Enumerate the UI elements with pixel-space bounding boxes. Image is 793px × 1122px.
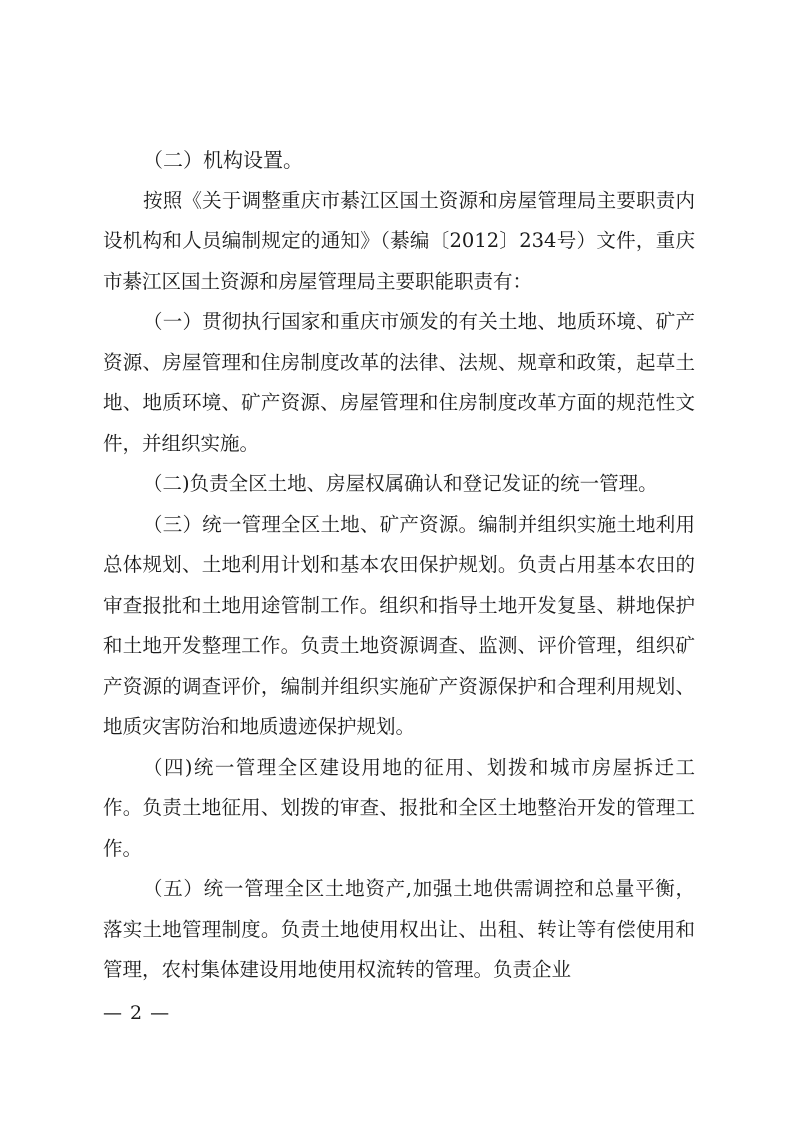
page-number: — 2 —: [103, 1002, 171, 1024]
paragraph-item-3: （三）统一管理全区土地、矿产资源。编制并组织实施土地利用总体规划、土地利用计划和基本农田保护规划。负责占用基本农田的审查报批和土地用途管制工作。组织和指导土地开发复垦、耕地保护和土地开发整理工作。负责土地资源调查、监测、评价管理，组织矿产资源的调查评价，编制并组织实施矿产资源保护和合理利用规划、地质灾害防治和地质遗迹保护规划。: [103, 512, 695, 738]
paragraph-item-5: （五）统一管理全区土地资产,加强土地供需调控和总量平衡，落实土地管理制度。负责土地使用权出让、出租、转让等有偿使用和管理，农村集体建设用地使用权流转的管理。负责企业: [103, 877, 695, 981]
section-heading: （二）机构设置。: [143, 148, 303, 172]
document-body: [103, 140, 695, 991]
paragraph-item-2: （二)负责全区土地、房屋权属确认和登记发证的统一管理。: [143, 472, 658, 495]
paragraph-item-4: （四)统一管理全区建设用地的征用、划拨和城市房屋拆迁工作。负责土地征用、划拨的审查、报批和全区土地整治开发的管理工作。: [103, 755, 695, 860]
paragraph-intro: 按照《关于调整重庆市綦江区国土资源和房屋管理局主要职责内设机构和人员编制规定的通知》（綦编〔2012〕234号）文件，重庆市綦江区国土资源和房屋管理局主要职能职责有：: [103, 188, 695, 293]
paragraph-item-1: （一）贯彻执行国家和重庆市颁发的有关土地、地质环境、矿产资源、房屋管理和住房制度改革的法律、法规、规章和政策，起草土地、地质环境、矿产资源、房屋管理和住房制度改革方面的规范性文件，并组织实施。: [103, 310, 695, 455]
